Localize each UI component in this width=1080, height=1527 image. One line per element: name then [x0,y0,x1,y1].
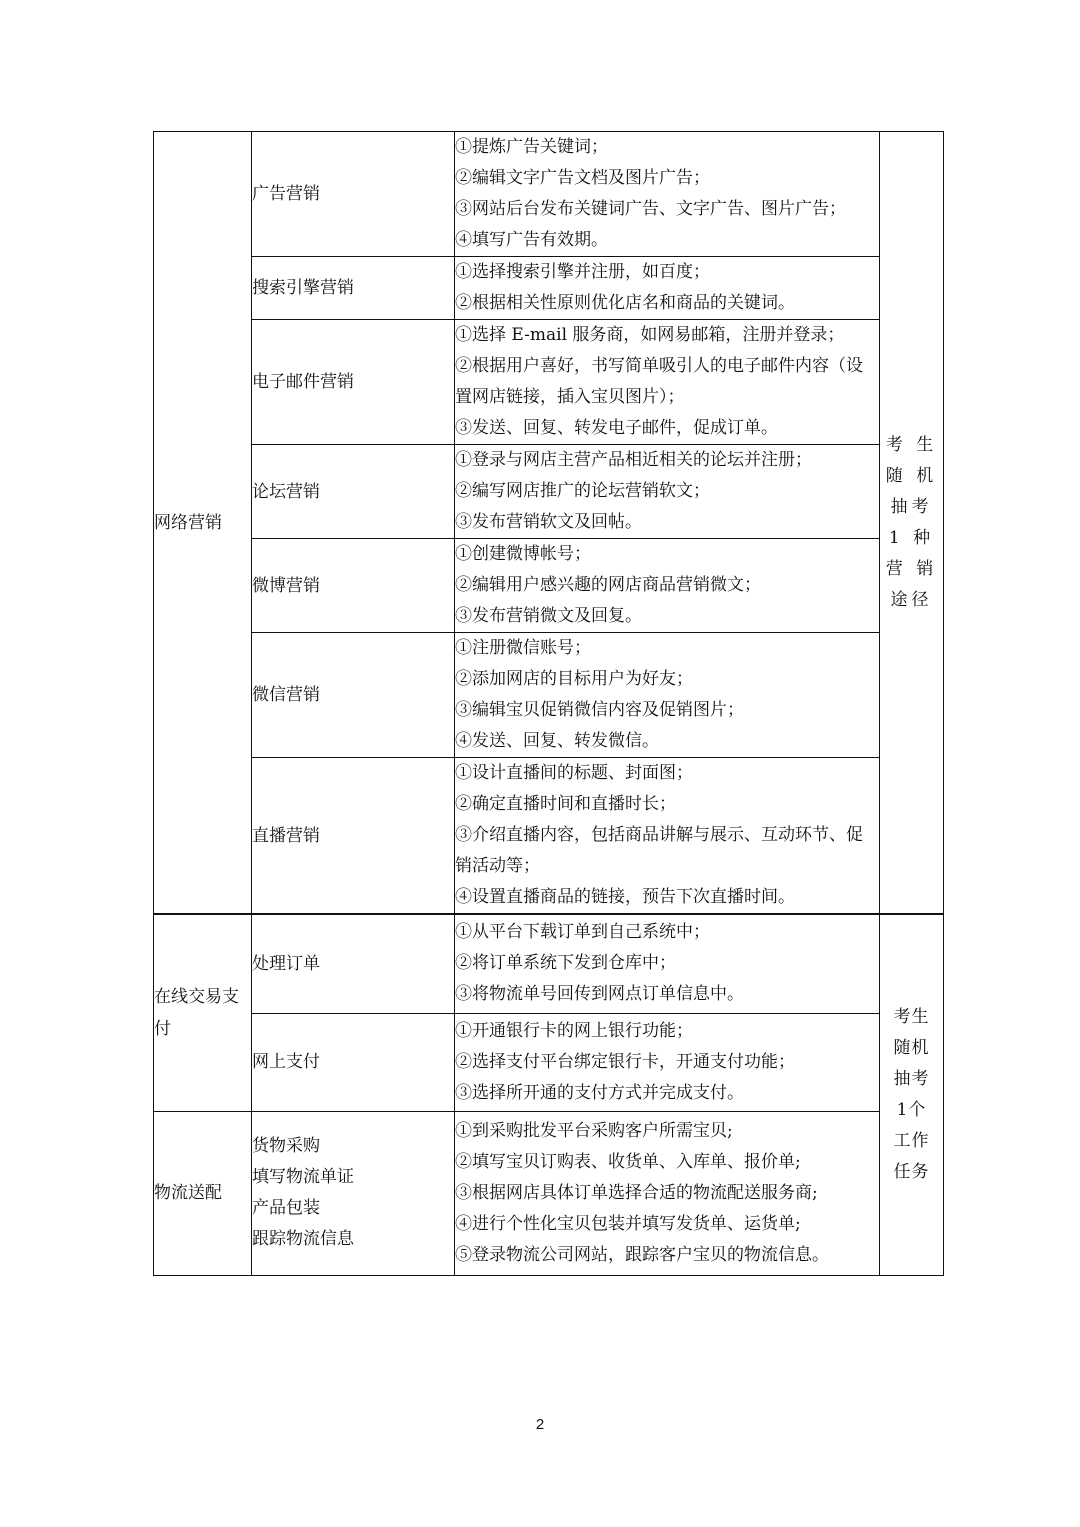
step-text: ①从平台下载订单到自己系统中； [455,922,710,943]
item-cell: 微信营销 [252,633,455,758]
note-text: 考 生 [885,434,938,455]
step-text: ①注册微信账号； [455,638,591,658]
table-row [154,633,944,758]
step-text: ①登录与网店主营产品相近相关的论坛并注册； [455,450,812,470]
step-text: ③选择所开通的支付方式并完成支付。 [455,1082,744,1103]
note-text: 工作 [893,1130,930,1151]
step-text: ①选择 E-mail 服务商，如网易邮箱，注册并登录； [455,325,845,345]
step-text: ④发送、回复、转发微信。 [455,731,659,751]
table-row [154,758,944,915]
steps-cell [455,633,880,758]
step-text: ①创建微博帐号； [455,544,591,564]
step-text: ④进行个性化宝贝包装并填写发货单、运货单; [455,1213,801,1234]
step-text: ②确定直播时间和直播时长； [455,794,676,814]
step-text: ②填写宝贝订购表、收货单、入库单、报价单; [455,1151,801,1172]
category-cell: 在线交易支付 [154,914,252,1111]
steps-cell [455,758,880,915]
note-text: 1 种 [888,527,935,548]
table-row [154,132,944,257]
assessment-table [153,131,944,1276]
step-text: ③网站后台发布关键词广告、文字广告、图片广告； [455,199,846,219]
step-text: ②选择支付平台绑定银行卡，开通支付功能； [455,1051,795,1072]
step-text: ③将物流单号回传到网点订单信息中。 [455,984,744,1005]
note-text: 任务 [893,1161,930,1182]
step-text: ①提炼广告关键词； [455,137,608,157]
item-cell: 电子邮件营销 [252,320,455,445]
item-text: 跟踪物流信息 [252,1229,354,1249]
item-cell: 直播营销 [252,758,455,915]
item-cell: 网上支付 [252,1013,455,1111]
step-text: ②根据用户喜好，书写简单吸引人的电子邮件内容（设置网店链接，插入宝贝图片）； [455,356,863,407]
item-list-cell [252,1111,455,1275]
item-text: 货物采购 [252,1136,320,1156]
table-row [154,914,944,1013]
table-row [154,445,944,539]
step-text: ①选择搜索引擎并注册，如百度； [455,262,710,282]
steps-cell [455,445,880,539]
step-text: ②将订单系统下发到仓库中； [455,953,676,974]
steps-cell [455,132,880,257]
steps-cell [455,914,880,1013]
steps-cell [455,320,880,445]
step-text: ②编辑文字广告文档及图片广告； [455,168,710,188]
step-text: ③发布营销微文及回复。 [455,606,642,626]
step-text: ②根据相关性原则优化店名和商品的关键词。 [455,293,795,313]
item-text: 产品包装 [252,1198,320,1218]
steps-cell [455,1013,880,1111]
item-cell: 搜索引擎营销 [252,257,455,320]
table-row [154,1013,944,1111]
note-text: 抽考 [890,496,933,517]
category-cell: 物流送配 [154,1111,252,1275]
item-cell: 处理订单 [252,914,455,1013]
note-text: 途径 [890,589,933,610]
page-number: 2 [535,1416,545,1433]
step-text: ②编写网店推广的论坛营销软文； [455,481,710,501]
note-text: 随 机 [885,465,938,486]
steps-cell [455,539,880,633]
table-row [154,1111,944,1275]
steps-cell [455,1111,880,1275]
item-text: 填写物流单证 [252,1167,354,1187]
item-cell: 广告营销 [252,132,455,257]
note-cell [880,132,944,915]
steps-cell [455,257,880,320]
step-text: ③发布营销软文及回帖。 [455,512,642,532]
step-text: ③根据网店具体订单选择合适的物流配送服务商; [455,1182,818,1203]
note-text: 考生 [893,1006,930,1027]
step-text: ①设计直播间的标题、封面图； [455,763,693,783]
step-text: ②编辑用户感兴趣的网店商品营销微文； [455,575,761,595]
table-row [154,320,944,445]
step-text: ①到采购批发平台采购客户所需宝贝; [455,1120,733,1141]
step-text: ①开通银行卡的网上银行功能； [455,1020,693,1041]
note-text: 营 销 [885,558,938,579]
step-text: ④设置直播商品的链接，预告下次直播时间。 [455,887,795,907]
item-cell: 微博营销 [252,539,455,633]
category-cell: 网络营销 [154,132,252,915]
step-text: ③发送、回复、转发电子邮件，促成订单。 [455,418,778,438]
note-text: 1个 [896,1099,927,1120]
note-cell [880,914,944,1275]
step-text: ③介绍直播内容，包括商品讲解与展示、互动环节、促销活动等； [455,825,863,876]
step-text: ③编辑宝贝促销微信内容及促销图片； [455,700,744,720]
note-text: 随机 [893,1037,930,1058]
step-text: ⑤登录物流公司网站，跟踪客户宝贝的物流信息。 [455,1244,829,1265]
note-text: 抽考 [893,1068,930,1089]
step-text: ②添加网店的目标用户为好友； [455,669,693,689]
item-cell: 论坛营销 [252,445,455,539]
table-row [154,257,944,320]
table-row [154,539,944,633]
step-text: ④填写广告有效期。 [455,230,608,250]
